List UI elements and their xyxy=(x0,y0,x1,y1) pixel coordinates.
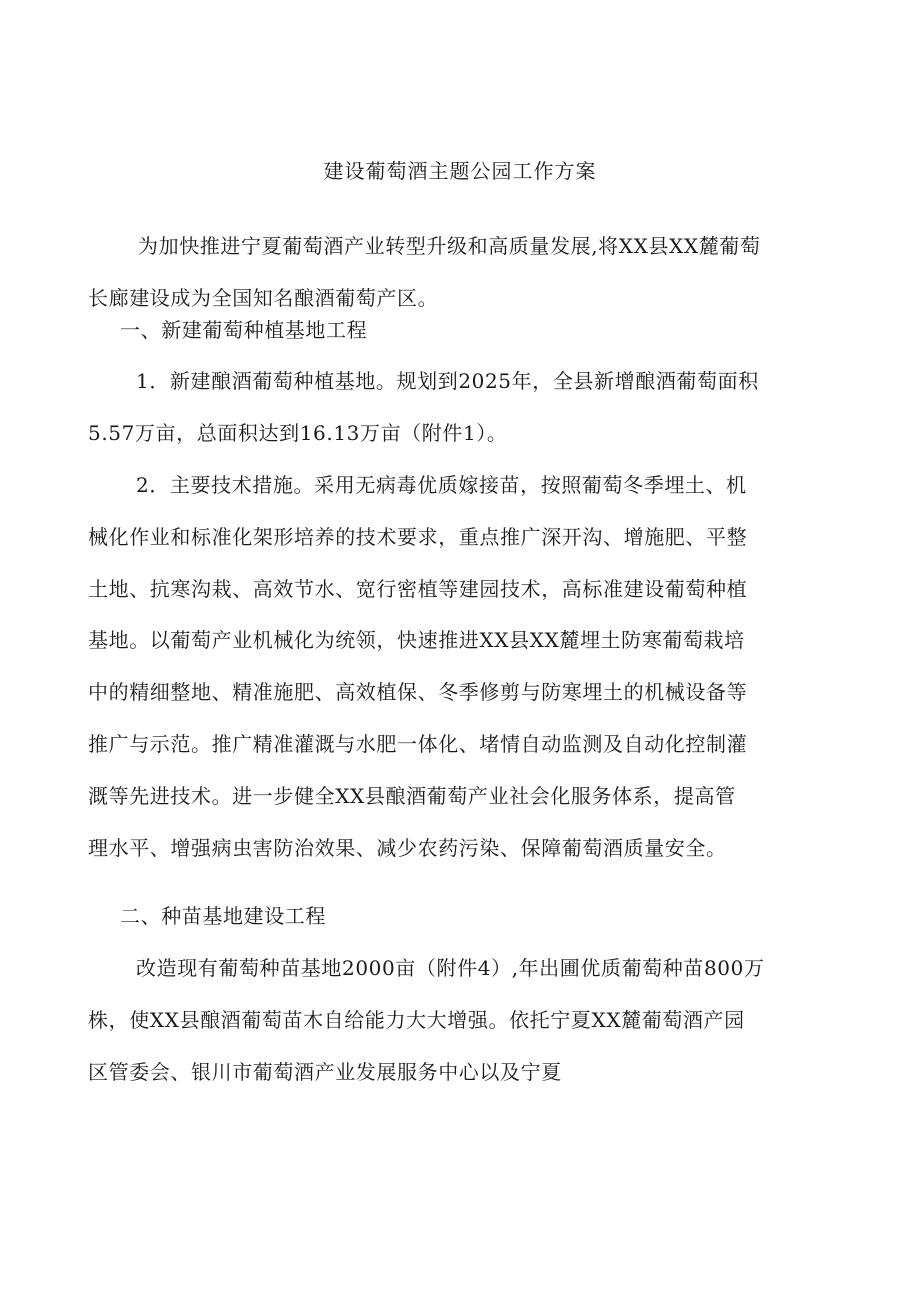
paragraph-line: 5.57万亩，总面积达到16.13万亩（附件1）。 xyxy=(88,421,508,445)
paragraph-line: 溉等先进技术。进一步健全XX县酿酒葡萄产业社会化服务体系，提高管 xyxy=(88,784,736,808)
paragraph-line: 理水平、增强病虫害防治效果、减少农药污染、保障葡萄酒质量安全。 xyxy=(88,836,727,860)
section-heading: 二、种苗基地建设工程 xyxy=(120,904,326,928)
paragraph-line: 长廊建设成为全国知名酿酒葡萄产区。 xyxy=(88,286,439,310)
paragraph-line: 为加快推进宁夏葡萄酒产业转型升级和高质量发展,将XX县XX麓葡萄 xyxy=(138,234,761,258)
paragraph-line: 土地、抗寒沟栽、高效节水、宽行密植等建园技术，高标准建设葡萄种植 xyxy=(88,577,748,601)
paragraph-line: 械化作业和标准化架形培养的技术要求，重点推广深开沟、增施肥、平整 xyxy=(88,525,748,549)
section-heading: 一、新建葡萄种植基地工程 xyxy=(120,318,368,342)
paragraph-line: 区管委会、银川市葡萄酒产业发展服务中心以及宁夏 xyxy=(88,1060,562,1084)
paragraph-line: 株，使XX县酿酒葡萄苗木自给能力大大增强。依托宁夏XX麓葡萄酒产园 xyxy=(88,1008,745,1032)
paragraph-line: 推广与示范。推广精准灌溉与水肥一体化、堵情自动监测及自动化控制灌 xyxy=(88,732,748,756)
paragraph-line: 中的精细整地、精准施肥、高效植保、冬季修剪与防寒埋土的机械设备等 xyxy=(88,680,748,704)
paragraph-line: 改造现有葡萄种苗基地2000亩（附件4）,年出圃优质葡萄种苗800万 xyxy=(136,956,765,980)
document-title: 建设葡萄酒主题公园工作方案 xyxy=(323,159,597,183)
paragraph-line: 2．主要技术措施。采用无病毒优质嫁接苗，按照葡萄冬季埋土、机 xyxy=(136,473,747,497)
paragraph-line: 基地。以葡萄产业机械化为统领，快速推进XX县XX麓埋土防寒葡萄栽培 xyxy=(88,628,745,652)
paragraph-line: 1．新建酿酒葡萄种植基地。规划到2025年，全县新增酿酒葡萄面积 xyxy=(136,369,759,393)
